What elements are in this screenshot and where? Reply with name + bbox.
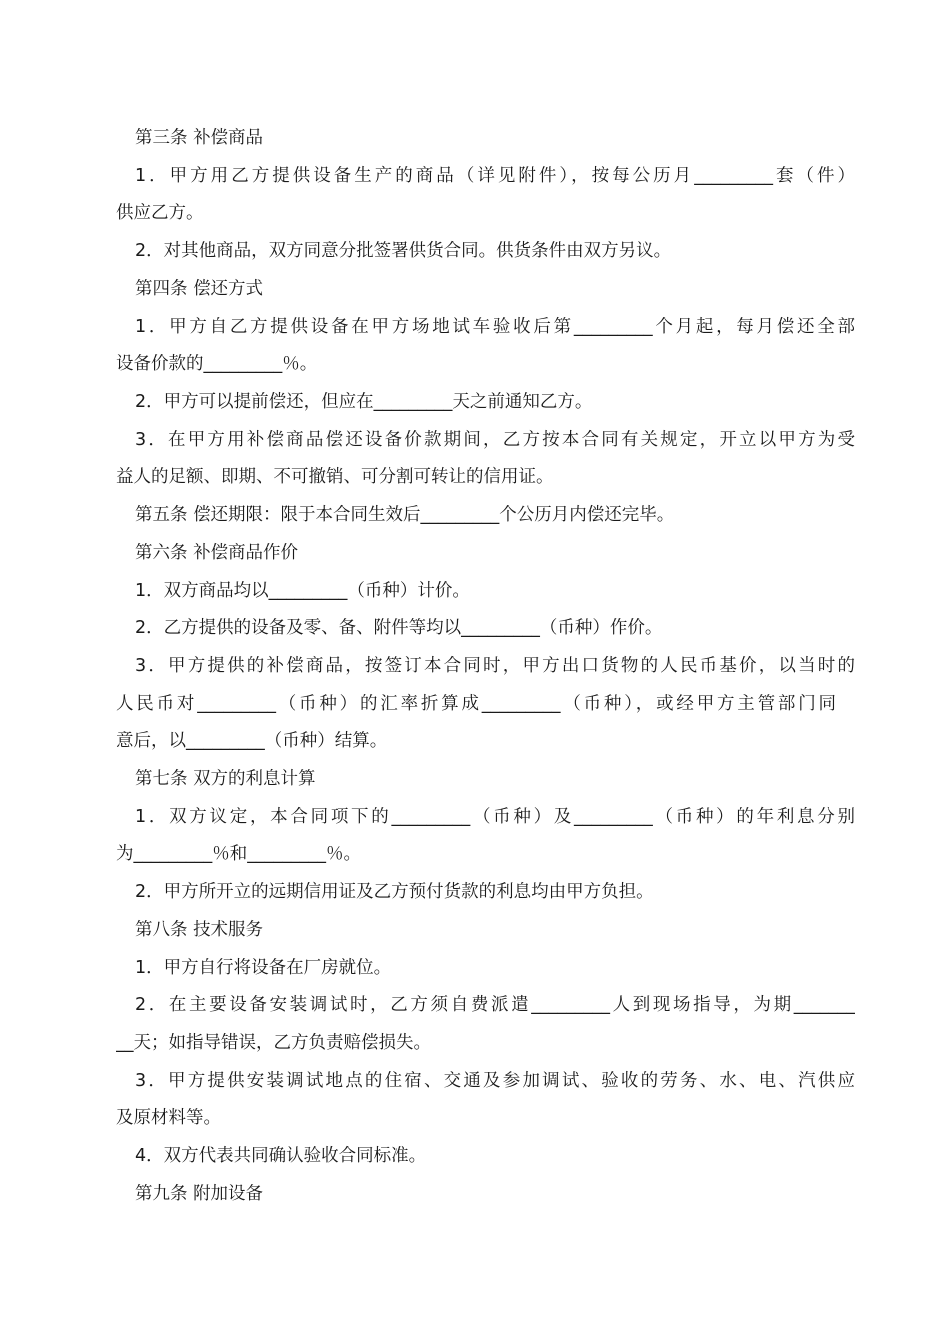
article-4-item-1: 1．甲方自乙方提供设备在甲方场地试车验收后第_________个月起，每月偿还全部	[135, 317, 855, 337]
article-4-item-3-cont: 益人的足额、即期、不可撤销、可分割可转让的信用证。	[116, 467, 554, 487]
article-7-item-2: 2．甲方所开立的远期信用证及乙方预付货款的利息均由甲方负担。	[135, 882, 654, 902]
article-4-item-2: 2．甲方可以提前偿还，但应在_________天之前通知乙方。	[135, 392, 593, 412]
article-4-heading: 第四条 偿还方式	[135, 279, 264, 299]
article-5-heading: 第五条 偿还期限：限于本合同生效后_________个公历月内偿还完毕。	[135, 505, 675, 525]
article-3-heading: 第三条 补偿商品	[135, 128, 264, 148]
article-8-item-3: 3．甲方提供安装调试地点的住宿、交通及参加调试、验收的劳务、水、电、汽供应	[135, 1071, 855, 1091]
article-3-item-1-cont: 供应乙方。	[116, 203, 204, 223]
article-8-item-3-cont: 及原材料等。	[116, 1108, 221, 1128]
article-4-item-1-cont: 设备价款的_________％。	[116, 354, 318, 374]
article-8-item-4: 4．双方代表共同确认验收合同标准。	[135, 1146, 427, 1166]
article-3-item-1: 1．甲方用乙方提供设备生产的商品（详见附件），按每公历月_________套（件）	[135, 166, 855, 186]
article-6-item-3-cont-2: 意后，以_________（币种）结算。	[116, 731, 388, 751]
article-3-item-2: 2．对其他商品，双方同意分批签署供货合同。供货条件由双方另议。	[135, 241, 672, 261]
article-4-item-3: 3．在甲方用补偿商品偿还设备价款期间，乙方按本合同有关规定，开立以甲方为受	[135, 430, 855, 450]
article-6-item-3: 3．甲方提供的补偿商品，按签订本合同时，甲方出口货物的人民币基价，以当时的	[135, 656, 855, 676]
article-7-item-1: 1．双方议定，本合同项下的_________（币种）及_________（币种）的年利息分别	[135, 807, 855, 827]
article-6-item-2: 2．乙方提供的设备及零、备、附件等均以_________（币种）作价。	[135, 618, 663, 638]
article-8-heading: 第八条 技术服务	[135, 920, 264, 940]
article-7-heading: 第七条 双方的利息计算	[135, 769, 316, 789]
article-8-item-2: 2．在主要设备安装调试时，乙方须自费派遣_________人到现场指导，为期_______	[135, 995, 855, 1015]
article-6-item-3-cont-1: 人民币对_________（币种）的汇率折算成_________（币种），或经甲方主管部门同	[116, 694, 836, 714]
article-9-heading: 第九条 附加设备	[135, 1184, 264, 1204]
article-6-item-1: 1．双方商品均以_________（币种）计价。	[135, 581, 470, 601]
article-8-item-1: 1．甲方自行将设备在厂房就位。	[135, 958, 392, 978]
article-8-item-2-cont: __天；如指导错误，乙方负责赔偿损失。	[116, 1033, 431, 1053]
article-6-heading: 第六条 补偿商品作价	[135, 543, 299, 563]
article-7-item-1-cont: 为_________％和_________％。	[116, 844, 361, 864]
